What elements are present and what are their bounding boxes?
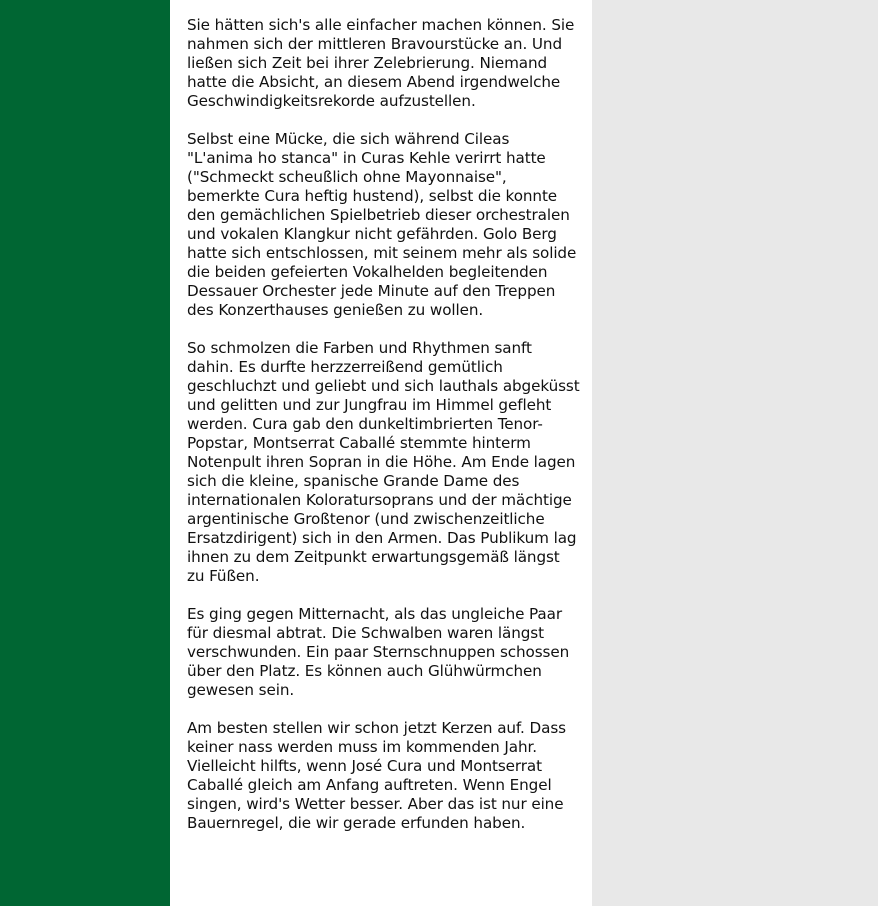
article-paragraph-2: Selbst eine Mücke, die sich während Cileas "L'anima ho stanca" in Curas Kehle verirrt hatte ("Schmeckt scheußlich ohne Mayonnaise", bemerkte Cura heftig hustend), selbst die konnte den gemächlichen Spielbetrieb dieser orchestralen und vokalen Klangkur nicht gefährden. Golo Berg hatte sich entschlossen, mit seinem mehr als solide die beiden gefeierten Vokalhelden begleitenden Dessauer Orchester jede Minute auf den Treppen des Konzerthauses genießen zu wollen. bbox=[187, 130, 577, 319]
article-body bbox=[170, 0, 592, 906]
article-paragraph-5: Am besten stellen wir schon jetzt Kerzen auf. Dass keiner nass werden muss im kommenden Jahr. Vielleicht hilfts, wenn José Cura und Montserrat Caballé gleich am Anfang auftreten. Wenn Engel singen, wird's Wetter besser. Aber das ist nur eine Bauernregel, die wir gerade erfunden haben. bbox=[187, 719, 566, 832]
article-paragraph-1: Sie hätten sich's alle einfacher machen können. Sie nahmen sich der mittleren Bravourstücke an. Und ließen sich Zeit bei ihrer Zelebrierung. Niemand hatte die Absicht, an diesem Abend irgendwelche Geschwindigkeitsrekorde aufzustellen. bbox=[187, 16, 575, 110]
left-green-band bbox=[0, 0, 170, 906]
article-paragraph-4: Es ging gegen Mitternacht, als das ungleiche Paar für diesmal abtrat. Die Schwalben waren längst verschwunden. Ein paar Sternschnuppen schossen über den Platz. Es können auch Glühwürmchen gewesen sein. bbox=[187, 605, 570, 699]
right-side-panel bbox=[592, 0, 878, 906]
article-paragraph-3: So schmolzen die Farben und Rhythmen sanft dahin. Es durfte herzzerreißend gemütlich geschluchzt und geliebt und sich lauthals abgeküsst und gelitten und zur Jungfrau im Himmel gefleht werden. Cura gab den dunkeltimbrierten Tenor-Popstar, Montserrat Caballé stemmte hinterm Notenpult ihren Sopran in die Höhe. Am Ende lagen sich die kleine, spanische Grande Dame des internationalen Koloratursoprans und der mächtige argentinische Großtenor (und zwischenzeitliche Ersatzdirigent) sich in den Armen. Das Publikum lag ihnen zu dem Zeitpunkt erwartungsgemäß längst zu Füßen. bbox=[187, 339, 580, 585]
